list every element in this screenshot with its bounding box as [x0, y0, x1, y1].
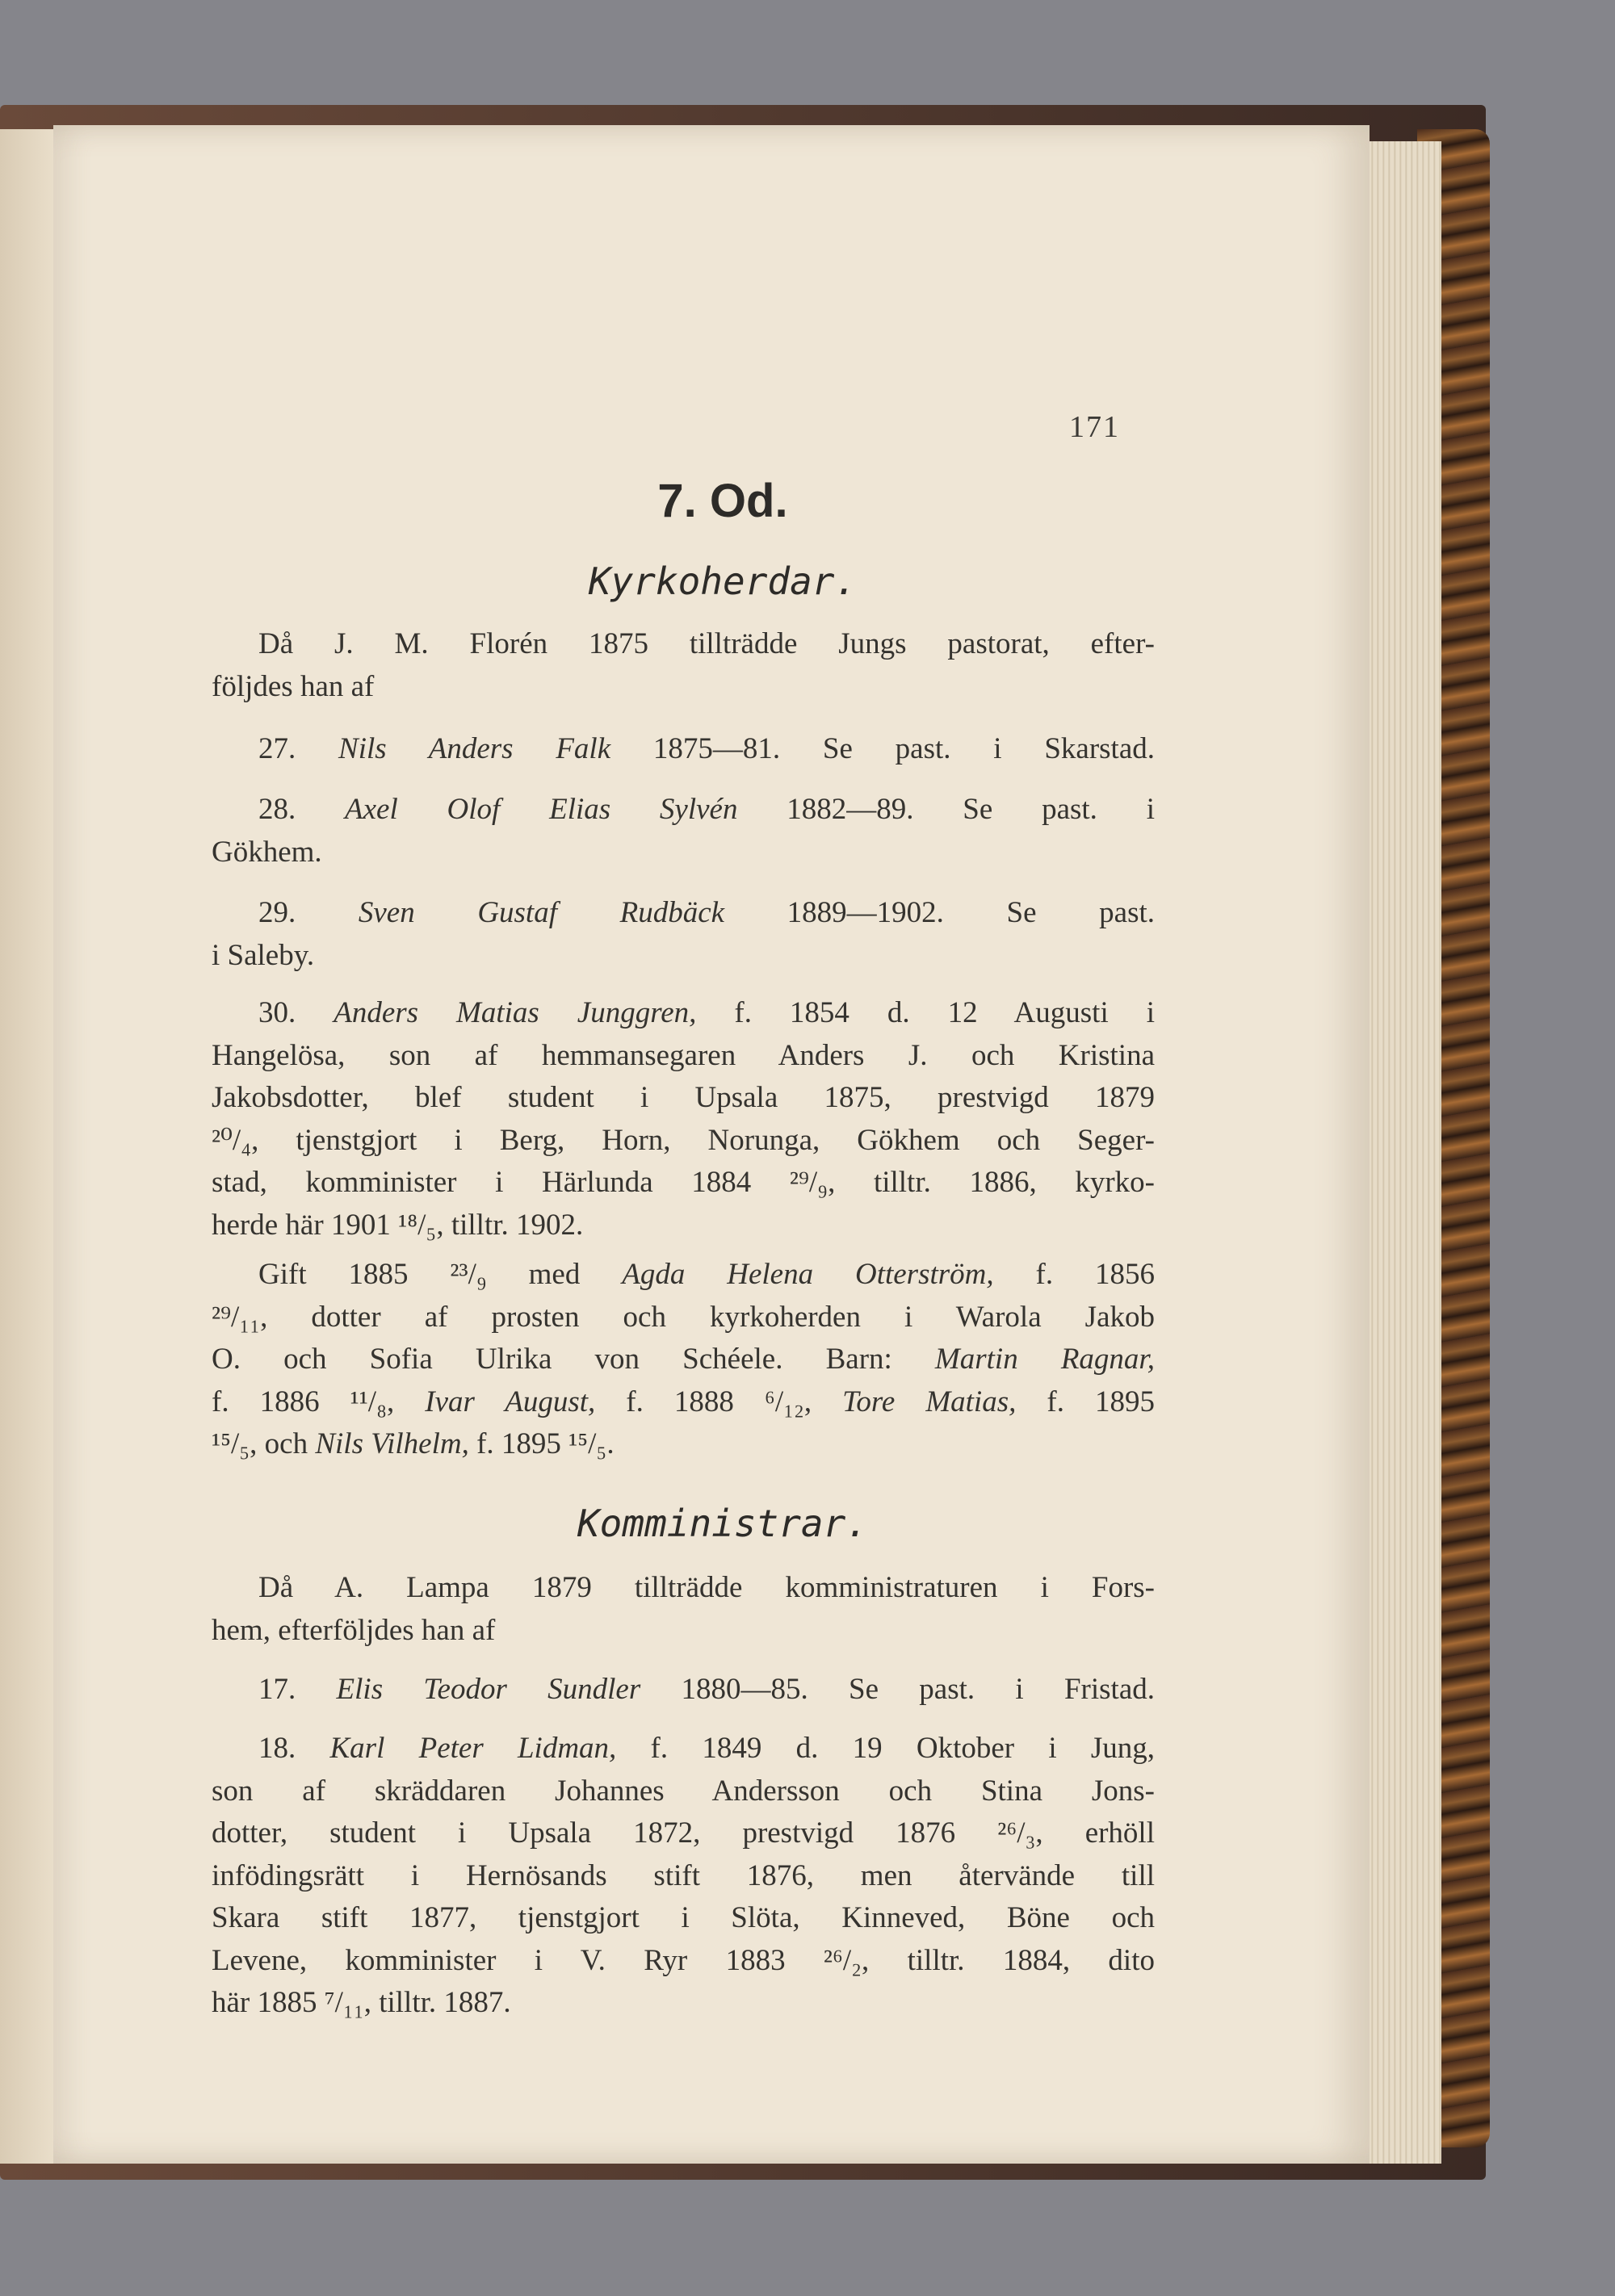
text-line: Levene, komminister i V. Ryr 1883 ²⁶/₂, tilltr. 1884, dito [212, 1943, 1155, 1977]
text-line [212, 1254, 1155, 1297]
paragraph-entry-18 [212, 1728, 1155, 2025]
person-name: Nils Vilhelm, [315, 1427, 469, 1460]
entry-text: f. 1854 d. 12 Augusti i [696, 996, 1155, 1029]
paragraph-entry-30 [212, 992, 1155, 1246]
text-line: herde här 1901 ¹⁸/₅, tilltr. 1902. [212, 1208, 584, 1242]
text-line: stad, komminister i Härlunda 1884 ²⁹/₉, tilltr. 1886, kyrko- [212, 1166, 1155, 1199]
person-name: Nils Anders Falk [338, 732, 611, 765]
text-line: Hangelösa, son af hemmansegaren Anders J. och Kristina [212, 1038, 1155, 1072]
chapter-title: 7. Od. [657, 475, 788, 527]
text-span: f. 1856 [993, 1258, 1155, 1291]
paragraph-intro-komministrar [212, 1567, 1155, 1652]
text-line [212, 1423, 1155, 1466]
section-heading-komministrar: Komministrar. [577, 1502, 869, 1545]
text-span: f. 1888 ⁶/₁₂, [595, 1385, 843, 1418]
person-name: Axel Olof Elias Sylvén [345, 793, 738, 826]
text-line: följdes han af [212, 669, 375, 703]
paragraph-entry-28 [212, 789, 1155, 874]
text-line: Jakobsdotter, blef student i Upsala 1875, prestvigd 1879 [212, 1081, 1155, 1114]
person-name: Tore Matias, [842, 1385, 1017, 1418]
entry-text: 1875—81. Se past. i Skarstad. [610, 732, 1156, 765]
text-line [212, 1728, 1155, 1770]
text-line: dotter, student i Upsala 1872, prestvigd 1876 ²⁶/₃, erhöll [212, 1816, 1155, 1850]
person-name: Karl Peter Lidman, [329, 1732, 617, 1765]
entry-text: 1882—89. Se past. i [737, 793, 1155, 826]
left-page-edge [0, 129, 57, 2164]
text-line [212, 1339, 1155, 1381]
text-line: ²⁰/₄, tjenstgjort i Berg, Horn, Norunga, Gökhem och Seger- [212, 1123, 1155, 1157]
paragraph-marriage [212, 1254, 1155, 1466]
text-span: f. 1895 ¹⁵/₅. [468, 1427, 615, 1460]
text-line [212, 892, 1155, 935]
person-name: Anders Matias Junggren, [333, 996, 697, 1029]
text-span: ¹⁵/₅, och [212, 1427, 316, 1460]
text-line: hem, efterföljdes han af [212, 1613, 496, 1647]
paragraph-entry-17 [212, 1669, 1155, 1712]
text-span: Gift 1885 ²³/₉ med [258, 1258, 623, 1291]
text-line: Då A. Lampa 1879 tillträdde komministraturen i Fors- [258, 1571, 1155, 1604]
entry-number: 18. [258, 1732, 296, 1765]
person-name: Agda Helena Otterström, [622, 1258, 994, 1291]
paragraph-intro-kyrkoherdar [212, 623, 1155, 708]
person-name: Martin Ragnar, [934, 1343, 1155, 1376]
text-line: här 1885 ⁷/₁₁, tilltr. 1887. [212, 1986, 511, 2019]
entry-text: 1889—1902. Se past. [724, 896, 1155, 929]
text-line [212, 789, 1155, 832]
text-line: infödingsrätt i Hernösands stift 1876, men återvände till [212, 1858, 1155, 1892]
text-line: son af skräddaren Johannes Andersson och Stina Jons- [212, 1774, 1155, 1808]
text-line [212, 728, 1155, 771]
text-span: f. 1895 [1016, 1385, 1155, 1418]
text-line [212, 992, 1155, 1035]
text-span: O. och Sofia Ulrika von Schéele. Barn: [212, 1343, 935, 1376]
text-line: Gökhem. [212, 835, 322, 869]
section-heading-kyrkoherdar: Kyrkoherdar. [588, 559, 858, 603]
text-line: i Saleby. [212, 938, 315, 972]
page-number: 171 [1069, 410, 1120, 444]
text-line [212, 1381, 1155, 1424]
person-name: Elis Teodor Sundler [336, 1673, 641, 1706]
text-line: Skara stift 1877, tjenstgjort i Slöta, Kinneved, Böne och [212, 1901, 1155, 1934]
entry-number: 27. [258, 732, 296, 765]
entry-number: 17. [258, 1673, 296, 1706]
person-name: Ivar August, [425, 1385, 596, 1418]
text-span: f. 1886 ¹¹/₈, [212, 1385, 426, 1418]
entry-number: 28. [258, 793, 296, 826]
entry-text: 1880—85. Se past. i Fristad. [640, 1673, 1155, 1706]
text-line: Då J. M. Florén 1875 tillträdde Jungs pastorat, efter- [258, 627, 1155, 660]
person-name: Sven Gustaf Rudbäck [358, 896, 725, 929]
paragraph-entry-29 [212, 892, 1155, 977]
book-page [53, 125, 1370, 2164]
entry-number: 29. [258, 896, 296, 929]
entry-text: f. 1849 d. 19 Oktober i Jung, [616, 1732, 1156, 1765]
paragraph-entry-27 [212, 728, 1155, 771]
entry-number: 30. [258, 996, 296, 1029]
text-line [212, 1669, 1155, 1712]
text-line: ²⁹/₁₁, dotter af prosten och kyrkoherden i Warola Jakob [212, 1300, 1155, 1334]
